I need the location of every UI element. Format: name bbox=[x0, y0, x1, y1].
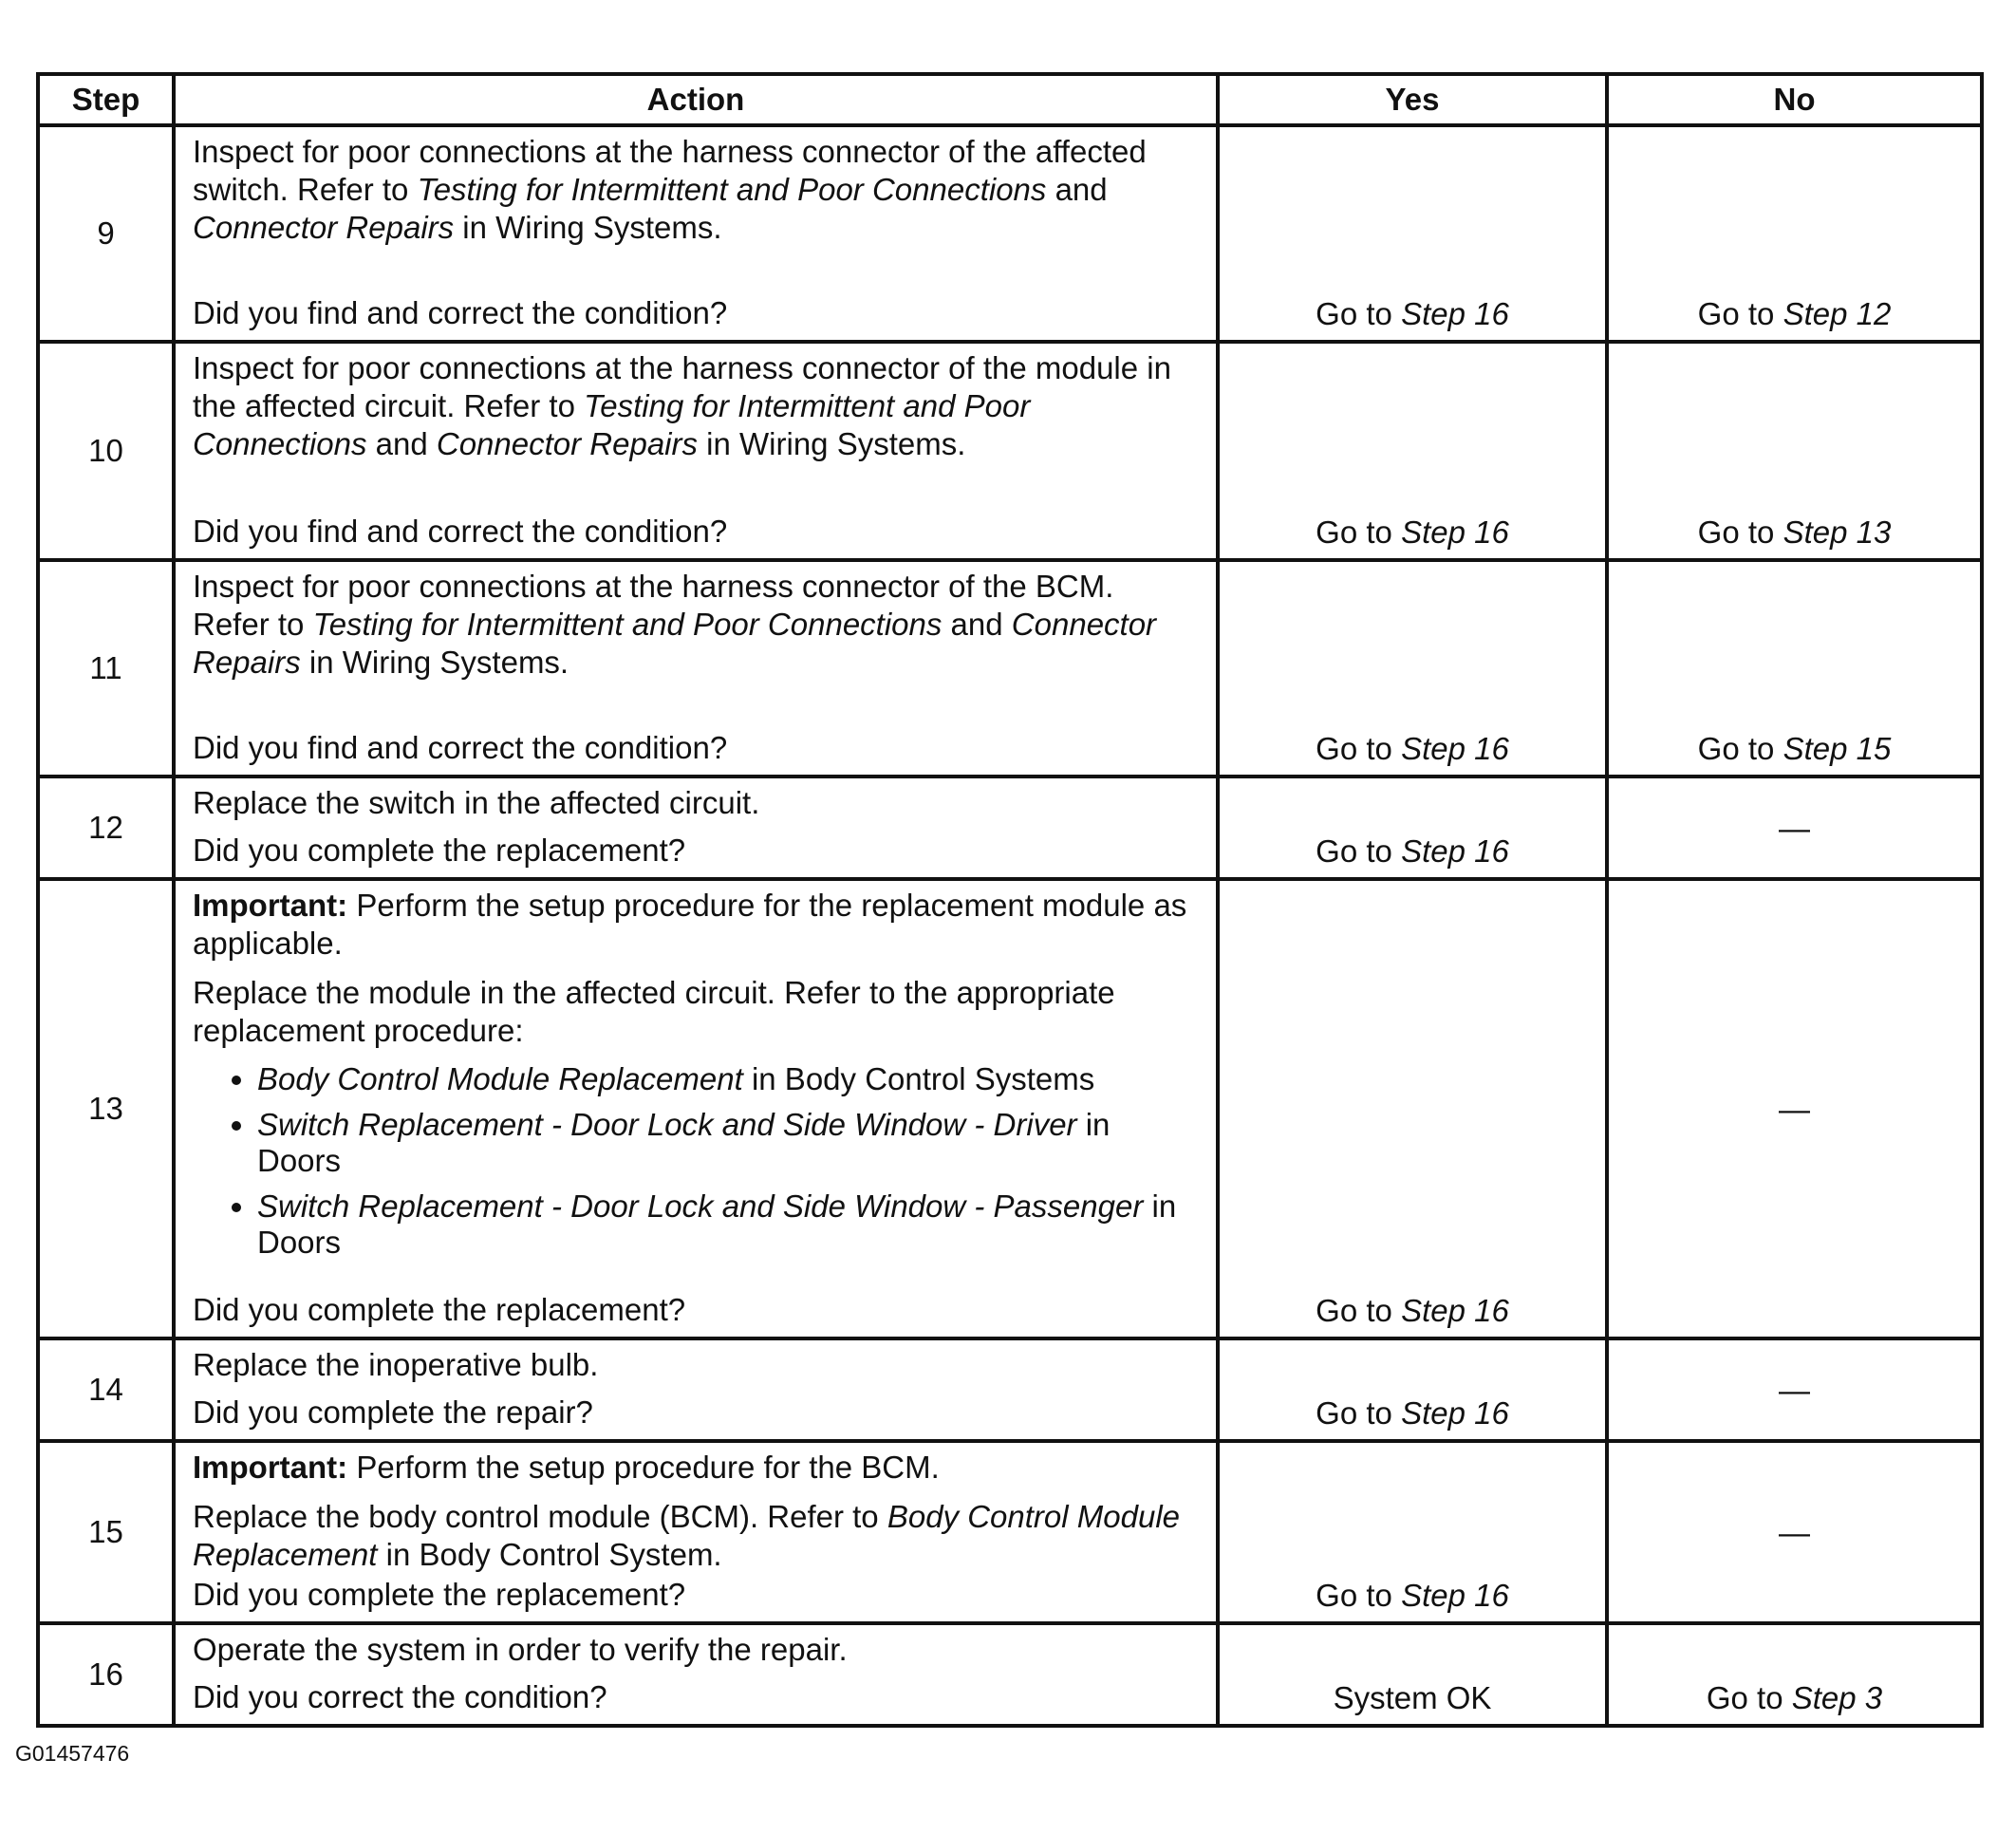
no-prefix: Go to bbox=[1697, 296, 1783, 331]
header-action: Action bbox=[174, 74, 1218, 125]
no-step-link: Step 3 bbox=[1791, 1680, 1883, 1715]
italic-reference: Switch Replacement - Door Lock and Side Window - Passenger bbox=[257, 1188, 1144, 1224]
action-description bbox=[193, 1346, 1199, 1384]
table-row bbox=[38, 879, 1982, 1338]
text-span: Inspect for poor connections at the harness connector of the BCM. Refer to bbox=[193, 569, 1114, 642]
step-number: 12 bbox=[38, 777, 174, 879]
important-label: Important: bbox=[193, 1450, 348, 1485]
action-content bbox=[193, 1346, 1199, 1432]
diagnostic-table bbox=[36, 72, 1984, 1728]
action-question: Did you correct the condition? bbox=[193, 1679, 607, 1714]
important-note bbox=[193, 887, 1199, 963]
yes-result bbox=[1218, 342, 1607, 560]
step-number: 11 bbox=[38, 560, 174, 777]
header-yes: Yes bbox=[1218, 74, 1607, 125]
text-span: Replace the body control module (BCM). Refer to bbox=[193, 1499, 887, 1534]
yes-result bbox=[1218, 1441, 1607, 1623]
yes-prefix: Go to bbox=[1316, 515, 1402, 550]
action-question: Did you find and correct the condition? bbox=[193, 295, 728, 330]
text-span: Replace the switch in the affected circuit. bbox=[193, 785, 760, 820]
action-content bbox=[193, 784, 1199, 870]
important-text: Perform the setup procedure for the replacement module as applicable. bbox=[193, 888, 1187, 961]
text-span: in Wiring Systems. bbox=[300, 645, 569, 680]
action-question: Did you find and correct the condition? bbox=[193, 514, 728, 549]
italic-reference: Connector Repairs bbox=[436, 426, 698, 461]
step-number: 13 bbox=[38, 879, 174, 1338]
step-number: 9 bbox=[38, 125, 174, 342]
action-content bbox=[193, 568, 1199, 767]
yes-result bbox=[1218, 1338, 1607, 1441]
action-cell bbox=[174, 125, 1218, 342]
yes-step-link: Step 16 bbox=[1401, 296, 1509, 331]
no-result bbox=[1607, 560, 1982, 777]
action-content bbox=[193, 1449, 1199, 1614]
action-instructions bbox=[193, 1631, 1199, 1669]
no-prefix: Go to bbox=[1697, 515, 1783, 550]
text-span: Operate the system in order to verify the repair. bbox=[193, 1632, 848, 1667]
no-result bbox=[1607, 125, 1982, 342]
text-span: and bbox=[1046, 172, 1108, 207]
table-body bbox=[38, 125, 1982, 1726]
table-row bbox=[38, 560, 1982, 777]
text-span: in Doors bbox=[257, 1107, 1111, 1178]
no-result bbox=[1607, 1623, 1982, 1726]
list-item bbox=[257, 1061, 1199, 1097]
action-cell bbox=[174, 1338, 1218, 1441]
table-row bbox=[38, 125, 1982, 342]
important-note bbox=[193, 1449, 1199, 1487]
yes-result bbox=[1218, 560, 1607, 777]
action-cell bbox=[174, 342, 1218, 560]
italic-reference: Testing for Intermittent and Poor Connections bbox=[193, 388, 1031, 461]
text-span: in Doors bbox=[257, 1188, 1177, 1260]
action-content bbox=[193, 133, 1199, 332]
action-description bbox=[193, 568, 1199, 682]
no-result bbox=[1607, 1338, 1982, 1441]
header-no: No bbox=[1607, 74, 1982, 125]
action-cell bbox=[174, 777, 1218, 879]
yes-prefix: Go to bbox=[1316, 296, 1402, 331]
italic-reference: Body Control Module Replacement bbox=[257, 1061, 743, 1096]
action-question: Did you complete the replacement? bbox=[193, 1577, 686, 1612]
yes-step-link: Step 16 bbox=[1401, 1293, 1509, 1328]
italic-reference: Switch Replacement - Door Lock and Side Window - Driver bbox=[257, 1107, 1077, 1142]
action-cell bbox=[174, 879, 1218, 1338]
text-span: Replace the module in the affected circuit. Refer to the appropriate replacement procedure: bbox=[193, 975, 1115, 1048]
yes-result bbox=[1218, 879, 1607, 1338]
no-result bbox=[1607, 777, 1982, 879]
yes-prefix: Go to bbox=[1316, 1395, 1402, 1431]
step-number: 14 bbox=[38, 1338, 174, 1441]
action-instructions bbox=[193, 887, 1199, 1270]
yes-step-link: Step 16 bbox=[1401, 515, 1509, 550]
action-instructions bbox=[193, 784, 1199, 822]
text-span: in Wiring Systems. bbox=[454, 210, 722, 245]
yes-prefix: Go to bbox=[1316, 1293, 1402, 1328]
table-row bbox=[38, 1441, 1982, 1623]
action-content bbox=[193, 1631, 1199, 1716]
yes-result bbox=[1218, 1623, 1607, 1726]
action-instructions bbox=[193, 349, 1199, 463]
action-description bbox=[193, 133, 1199, 247]
action-description bbox=[193, 349, 1199, 463]
important-text: Perform the setup procedure for the BCM. bbox=[347, 1450, 940, 1485]
action-description bbox=[193, 784, 1199, 822]
dash-placeholder: — bbox=[1779, 1514, 1810, 1550]
text-span: in Body Control System. bbox=[377, 1537, 722, 1572]
dash-placeholder: — bbox=[1779, 1091, 1810, 1127]
no-step-link: Step 15 bbox=[1783, 731, 1892, 766]
text-span: in Wiring Systems. bbox=[698, 426, 966, 461]
figure-id: G01457476 bbox=[15, 1741, 130, 1766]
italic-reference: Connector Repairs bbox=[193, 607, 1157, 680]
step-number: 15 bbox=[38, 1441, 174, 1623]
table-row bbox=[38, 342, 1982, 560]
text-span: and bbox=[366, 426, 437, 461]
no-result bbox=[1607, 879, 1982, 1338]
table-row bbox=[38, 1338, 1982, 1441]
action-description bbox=[193, 1631, 1199, 1669]
table-header-row bbox=[38, 74, 1982, 125]
action-instructions bbox=[193, 1346, 1199, 1384]
text-span: Inspect for poor connections at the harness connector of the affected switch. Refer to bbox=[193, 134, 1147, 207]
no-step-link: Step 12 bbox=[1783, 296, 1892, 331]
action-cell bbox=[174, 1623, 1218, 1726]
list-item bbox=[257, 1107, 1199, 1179]
no-prefix: Go to bbox=[1697, 731, 1783, 766]
yes-prefix: Go to bbox=[1316, 731, 1402, 766]
step-number: 10 bbox=[38, 342, 174, 560]
procedure-list bbox=[193, 1061, 1199, 1261]
action-instructions bbox=[193, 133, 1199, 247]
yes-prefix: System OK bbox=[1333, 1680, 1492, 1715]
action-question: Did you complete the replacement? bbox=[193, 833, 686, 868]
yes-result bbox=[1218, 777, 1607, 879]
yes-step-link: Step 16 bbox=[1401, 833, 1509, 869]
yes-step-link: Step 16 bbox=[1401, 1395, 1509, 1431]
no-prefix: Go to bbox=[1706, 1680, 1792, 1715]
yes-step-link: Step 16 bbox=[1401, 1578, 1509, 1613]
italic-reference: Body Control Module Replacement bbox=[193, 1499, 1181, 1572]
table-row bbox=[38, 1623, 1982, 1726]
text-span: Replace the inoperative bulb. bbox=[193, 1347, 599, 1382]
important-label: Important: bbox=[193, 888, 348, 923]
dash-placeholder: — bbox=[1779, 1372, 1810, 1408]
dash-placeholder: — bbox=[1779, 810, 1810, 846]
italic-reference: Connector Repairs bbox=[193, 210, 455, 245]
text-span: in Body Control Systems bbox=[742, 1061, 1095, 1096]
italic-reference: Testing for Intermittent and Poor Connections bbox=[417, 172, 1047, 207]
list-item bbox=[257, 1188, 1199, 1261]
no-result bbox=[1607, 342, 1982, 560]
yes-result bbox=[1218, 125, 1607, 342]
yes-step-link: Step 16 bbox=[1401, 731, 1509, 766]
no-result bbox=[1607, 1441, 1982, 1623]
action-description bbox=[193, 1498, 1199, 1574]
action-question: Did you complete the replacement? bbox=[193, 1292, 686, 1327]
italic-reference: Testing for Intermittent and Poor Connections bbox=[312, 607, 943, 642]
step-number: 16 bbox=[38, 1623, 174, 1726]
table-row bbox=[38, 777, 1982, 879]
header-step: Step bbox=[38, 74, 174, 125]
text-span: and bbox=[942, 607, 1012, 642]
action-description bbox=[193, 974, 1199, 1050]
no-step-link: Step 13 bbox=[1783, 515, 1892, 550]
action-instructions bbox=[193, 568, 1199, 682]
yes-prefix: Go to bbox=[1316, 833, 1402, 869]
action-cell bbox=[174, 560, 1218, 777]
yes-prefix: Go to bbox=[1316, 1578, 1402, 1613]
action-question: Did you complete the repair? bbox=[193, 1394, 593, 1430]
action-instructions bbox=[193, 1449, 1199, 1574]
action-cell bbox=[174, 1441, 1218, 1623]
action-content bbox=[193, 887, 1199, 1329]
text-span: Inspect for poor connections at the harness connector of the module in the affected circuit. Refer to bbox=[193, 350, 1171, 423]
action-content bbox=[193, 349, 1199, 551]
action-question: Did you find and correct the condition? bbox=[193, 730, 728, 765]
